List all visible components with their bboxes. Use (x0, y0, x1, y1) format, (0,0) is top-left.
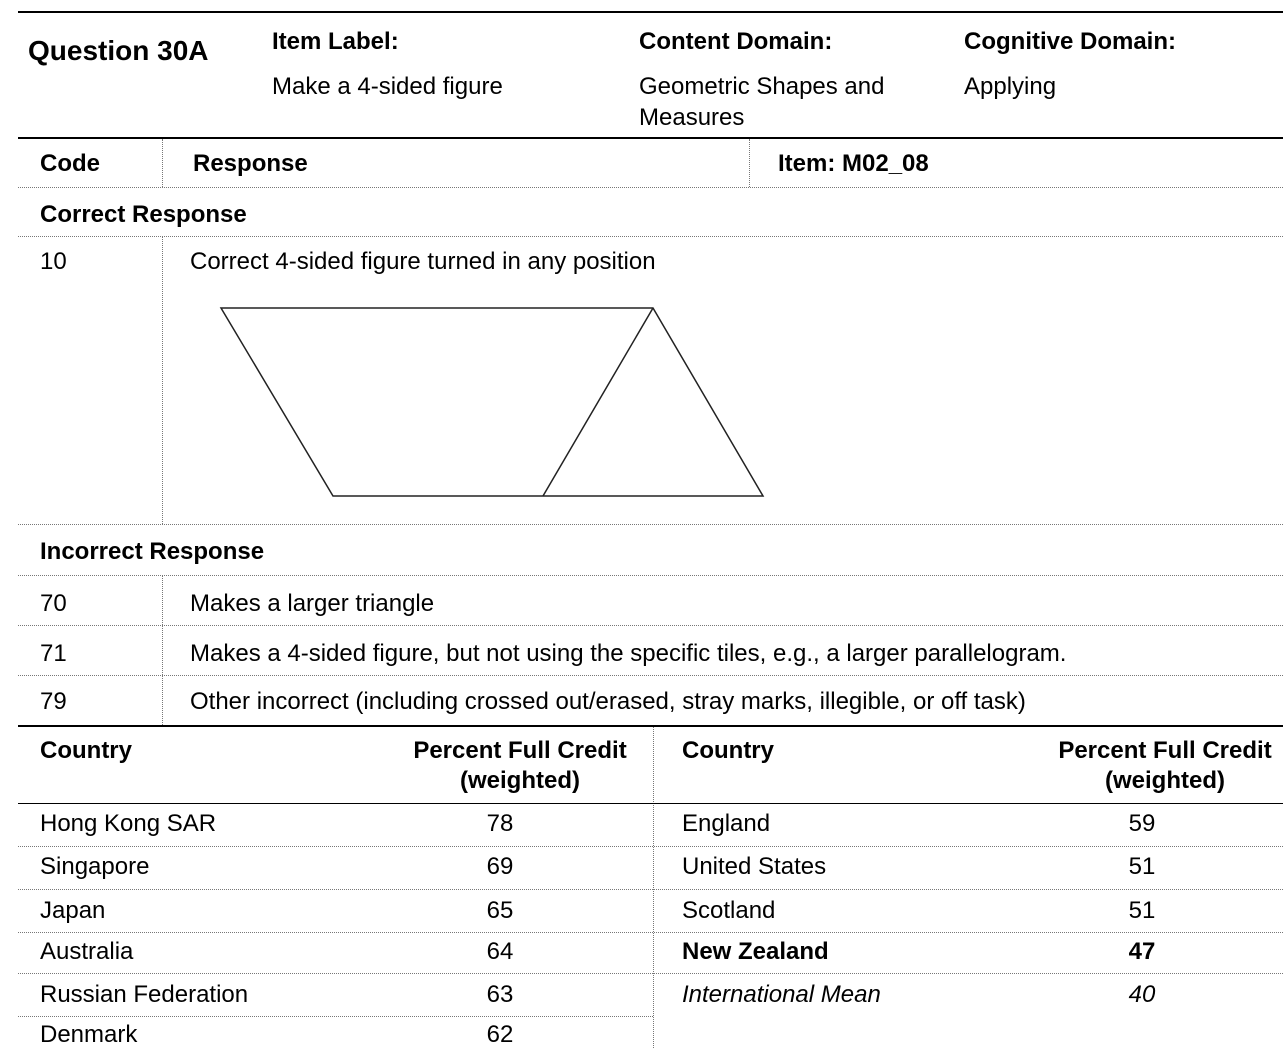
response-description: Other incorrect (including crossed out/erased, stray marks, illegible, or off task) (190, 688, 1026, 715)
credit-value: 59 (1128, 810, 1156, 837)
table-header-rule (18, 803, 1283, 804)
trapezoid-outline (221, 308, 763, 496)
row-divider (18, 889, 1283, 890)
code-column-heading: Code (40, 150, 100, 177)
row-divider (18, 236, 1283, 237)
row-divider (18, 625, 1283, 626)
correct-response-section: Correct Response (40, 201, 247, 228)
response-description: Correct 4-sided figure turned in any position (190, 248, 656, 275)
cognitive-domain-value: Applying (964, 73, 1057, 100)
credit-column-heading-sub: (weighted) (1105, 767, 1225, 794)
cognitive-domain-heading: Cognitive Domain: (964, 28, 1177, 55)
column-divider (653, 727, 654, 1048)
row-divider (18, 846, 1283, 847)
credit-value: 63 (486, 981, 514, 1008)
section-rule (18, 725, 1283, 727)
country-name: England (682, 810, 771, 837)
country-name: Japan (40, 897, 106, 924)
international-mean-label: International Mean (682, 981, 881, 1008)
country-name-highlighted: New Zealand (682, 938, 829, 965)
credit-value: 78 (486, 810, 514, 837)
content-domain-heading: Content Domain: (639, 28, 833, 55)
row-divider (18, 675, 1283, 676)
tile-divider-line (543, 308, 653, 496)
incorrect-response-section: Incorrect Response (40, 538, 265, 565)
credit-value: 51 (1128, 853, 1156, 880)
country-name: Singapore (40, 853, 150, 880)
row-divider (18, 187, 1283, 188)
response-code: 71 (40, 640, 67, 667)
credit-value: 51 (1128, 897, 1156, 924)
country-name: Denmark (40, 1021, 138, 1048)
credit-value: 65 (486, 897, 514, 924)
credit-column-heading-sub: (weighted) (460, 767, 580, 794)
credit-column-heading: Percent Full Credit (413, 737, 627, 764)
item-label-value: Make a 4-sided figure (272, 73, 503, 100)
row-divider (18, 932, 1283, 933)
credit-value-highlighted: 47 (1128, 938, 1156, 965)
column-divider (162, 576, 163, 725)
response-description: Makes a larger triangle (190, 590, 435, 617)
content-domain-value-line2: Measures (639, 104, 745, 131)
response-description: Makes a 4-sided figure, but not using the specific tiles, e.g., a larger parallelogram. (190, 640, 1067, 667)
response-code: 10 (40, 248, 67, 275)
trapezoid-figure (210, 300, 775, 510)
country-name: Scotland (682, 897, 776, 924)
response-code: 79 (40, 688, 67, 715)
credit-value: 62 (486, 1021, 514, 1048)
row-divider (18, 1016, 653, 1017)
row-divider (18, 575, 1283, 576)
column-divider (749, 139, 750, 187)
country-column-heading: Country (40, 737, 132, 764)
credit-value: 69 (486, 853, 514, 880)
content-domain-value-line1: Geometric Shapes and (639, 73, 885, 100)
country-name: Russian Federation (40, 981, 249, 1008)
column-divider (162, 139, 163, 187)
row-divider (18, 973, 1283, 974)
country-column-heading: Country (682, 737, 774, 764)
country-name: United States (682, 853, 827, 880)
response-column-heading: Response (193, 150, 308, 177)
international-mean-value: 40 (1128, 981, 1156, 1008)
question-number: Question 30A (28, 35, 209, 66)
country-name: Australia (40, 938, 134, 965)
row-divider (18, 524, 1283, 525)
credit-value: 64 (486, 938, 514, 965)
credit-column-heading: Percent Full Credit (1058, 737, 1272, 764)
column-divider (162, 237, 163, 524)
top-rule (18, 11, 1283, 13)
country-name: Hong Kong SAR (40, 810, 217, 837)
response-code: 70 (40, 590, 67, 617)
item-id: Item: M02_08 (778, 150, 929, 177)
item-label-heading: Item Label: (272, 28, 399, 55)
header-rule (18, 137, 1283, 139)
